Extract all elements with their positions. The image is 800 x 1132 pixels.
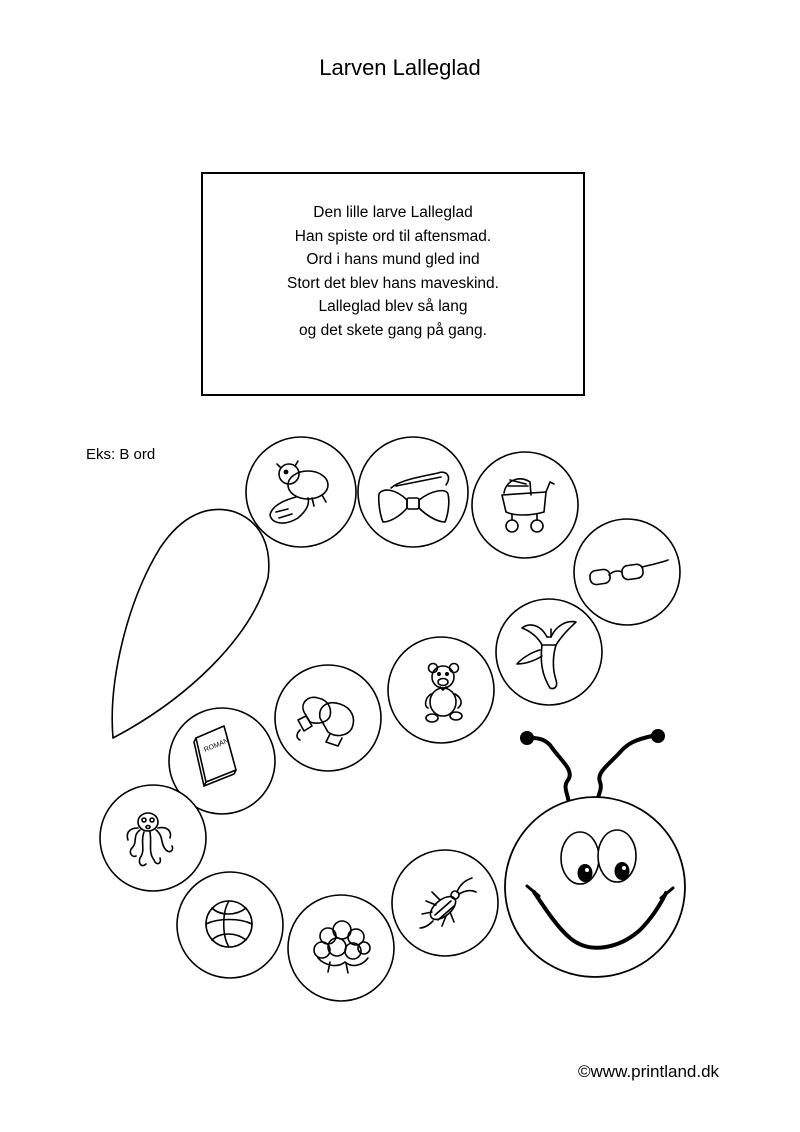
caterpillar-head bbox=[505, 729, 685, 977]
poem-line: Lalleglad blev så lang bbox=[318, 298, 468, 315]
left-antenna bbox=[532, 738, 570, 812]
segment-glasses bbox=[574, 519, 680, 625]
example-label: Eks: B ord bbox=[86, 446, 156, 463]
book-cover-text: ROMAN bbox=[203, 737, 230, 754]
poem-line: Stort det blev hans maveskind. bbox=[287, 274, 499, 292]
poem-line: Han spiste ord til aftensmad. bbox=[294, 227, 492, 245]
segment-basketball bbox=[177, 872, 283, 978]
segment-bow-tie bbox=[358, 437, 468, 547]
caterpillar-tail bbox=[112, 510, 269, 738]
segment-octopus bbox=[100, 785, 206, 891]
copyright-text[interactable]: ©www.printland.dk bbox=[578, 1062, 720, 1081]
poem-line: og det skete gang på gang. bbox=[299, 321, 487, 339]
segment-teddy-bear bbox=[388, 637, 494, 743]
segment-banana bbox=[496, 599, 602, 705]
segment-baby-carriage bbox=[472, 452, 578, 558]
segment-beaver bbox=[246, 437, 356, 547]
segment-bug bbox=[392, 850, 498, 956]
segment-boxing-gloves bbox=[275, 665, 381, 771]
poem-line: Ord i hans mund gled ind bbox=[306, 251, 480, 268]
page-title: Larven Lalleglad bbox=[319, 55, 481, 80]
poem-line: Den lille larve Lalleglad bbox=[313, 204, 473, 221]
segment-broccoli bbox=[288, 895, 394, 1001]
